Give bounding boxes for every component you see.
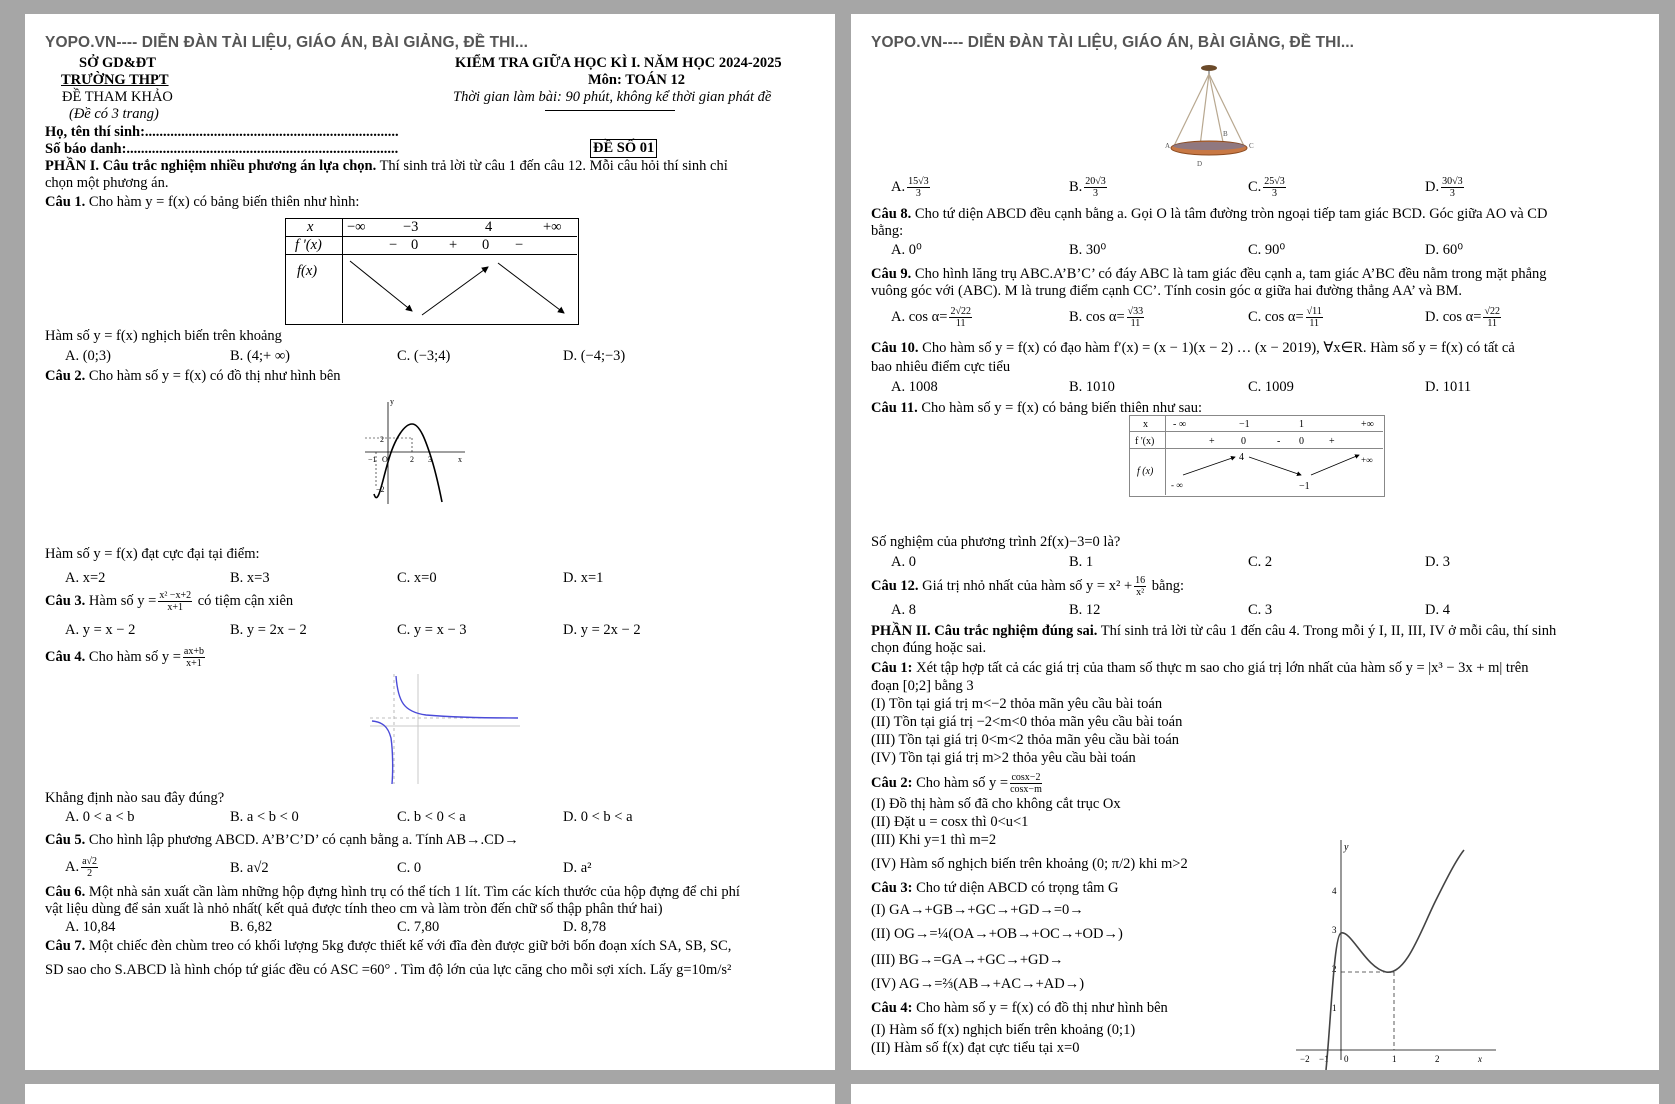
p2q4-item-1[interactable]: (I) Hàm số f(x) nghịch biến trên khoảng (0;1) xyxy=(871,1022,1136,1038)
q6-stem-2: vật liệu dùng để sản xuất là nhỏ nhất( kết quả được tính theo cm và làm tròn đến chữ số thập phân thứ hai) xyxy=(45,901,663,917)
p2q2-stem: Câu 2: Cho hàm số y = $\frac{\cos x-2}{\cos x-m}$ xyxy=(871,772,1042,795)
q5-stem: Câu 5. Cho hình lập phương ABCD. A’B’C’D’ có cạnh bằng a. Tính AB→.CD→ xyxy=(45,832,519,848)
q6-option-a[interactable]: A. 10,84 xyxy=(65,919,116,935)
svg-text:−1: −1 xyxy=(368,455,377,464)
q10-option-a[interactable]: A. 1008 xyxy=(891,379,938,395)
q7-option-d[interactable]: D. $\frac{30√3}{3}$ xyxy=(1425,176,1463,199)
q8-stem-2: bằng: xyxy=(871,223,904,239)
page-header: YOPO.VN---- DIỄN ĐÀN TÀI LIỆU, GIÁO ÁN, BÀI GIẢNG, ĐỀ THI... xyxy=(45,34,529,51)
svg-text:2: 2 xyxy=(1435,1054,1440,1064)
q8-option-b[interactable]: B. 30⁰ xyxy=(1069,242,1107,258)
q7-stem: Câu 7. Một chiếc đèn chùm treo có khối lượng 5kg được thiết kế với đĩa đèn được giữ bởi bốn đoạn xích SA, SB, SC, xyxy=(45,938,732,954)
q5-option-a[interactable]: A. $\frac{a√2}{2}$ xyxy=(65,856,98,879)
p2q4-graph xyxy=(1296,840,1496,1070)
svg-text:y: y xyxy=(1344,842,1349,853)
exam-time: Thời gian làm bài: 90 phút, không kể thời gian phát đề xyxy=(453,89,772,105)
svg-text:0: 0 xyxy=(1344,1054,1349,1064)
id-line: Số báo danh:........................................................................... xyxy=(45,141,399,157)
q3-option-b[interactable]: B. y = 2x − 2 xyxy=(230,622,307,638)
q1-ask: Hàm số y = f(x) nghịch biến trên khoảng xyxy=(45,328,282,344)
p2q3-stem: Câu 3: Cho tứ diện ABCD có trọng tâm G xyxy=(871,880,1119,896)
q9-stem: Câu 9. Cho hình lăng trụ ABC.A’B’C’ có đáy ABC là tam giác đều cạnh a, tam giác A’BC đều nằm trong mặt phẳng xyxy=(871,266,1547,282)
right-page xyxy=(851,14,1659,1070)
q1-arrows xyxy=(342,255,577,323)
q8-option-a[interactable]: A. 0⁰ xyxy=(891,242,922,258)
q12-option-c[interactable]: C. 3 xyxy=(1248,602,1273,618)
p2q1-stem: Câu 1: Xét tập hợp tất cả các giá trị của tham số thực m sao cho giá trị lớn nhất của hàm số y = |x³ − 3x + m| trên xyxy=(871,660,1529,676)
svg-text:C: C xyxy=(1249,142,1254,150)
p2q2-item-4[interactable]: (IV) Hàm số nghịch biến trên khoảng (0; π/2) khi m>2 xyxy=(871,856,1188,872)
p2q2-item-2[interactable]: (II) Đặt u = cosx thì 0<u<1 xyxy=(871,814,1029,830)
svg-text:−2: −2 xyxy=(1300,1054,1310,1064)
p2q3-item-4[interactable]: (IV) AG→=⅔(AB→+AC→+AD→) xyxy=(871,976,1085,992)
left-page xyxy=(25,14,835,1070)
svg-text:2: 2 xyxy=(410,455,414,464)
q4-option-b[interactable]: B. a < b < 0 xyxy=(230,809,299,825)
svg-text:1: 1 xyxy=(1392,1054,1397,1064)
q6-option-b[interactable]: B. 6,82 xyxy=(230,919,273,935)
q8-option-d[interactable]: D. 60⁰ xyxy=(1425,242,1464,258)
p2q3-item-1[interactable]: (I) GA→+GB→+GC→+GD→=0→ xyxy=(871,902,1084,918)
q9-option-b[interactable]: B. cos α= $\frac{√33}{11}$ xyxy=(1069,306,1144,329)
q6-option-d[interactable]: D. 8,78 xyxy=(563,919,607,935)
part1-heading: PHẦN I. Câu trắc nghiệm nhiều phương án lựa chọn. Thí sinh trả lời từ câu 1 đến câu 12. Mỗi câu hỏi thí sinh chỉ xyxy=(45,158,728,174)
q4-ask: Khẳng định nào sau đây đúng? xyxy=(45,790,225,806)
q10-option-c[interactable]: C. 1009 xyxy=(1248,379,1294,395)
svg-text:3: 3 xyxy=(1332,925,1337,935)
q11-option-c[interactable]: C. 2 xyxy=(1248,554,1273,570)
q8-option-c[interactable]: C. 90⁰ xyxy=(1248,242,1286,258)
org-2: TRƯỜNG THPT xyxy=(61,72,169,88)
q1-option-d[interactable]: D. (−4;−3) xyxy=(563,348,626,364)
q12-option-b[interactable]: B. 12 xyxy=(1069,602,1101,618)
svg-text:y: y xyxy=(390,397,394,406)
q2-ask: Hàm số y = f(x) đạt cực đại tại điểm: xyxy=(45,546,260,562)
q2-option-c[interactable]: C. x=0 xyxy=(397,570,437,586)
chandelier-figure xyxy=(1151,62,1271,172)
svg-text:O: O xyxy=(382,455,388,464)
svg-text:x: x xyxy=(458,455,462,464)
q7-stem-2: SD sao cho S.ABCD là hình chóp tứ giác đều có ASC =60° . Tìm độ lớn của lực căng cho mỗi sợi xích. Lấy g=10m/s² xyxy=(45,962,732,978)
q2-option-d[interactable]: D. x=1 xyxy=(563,570,604,586)
q10-stem-2: bao nhiêu điểm cực tiểu xyxy=(871,359,1011,375)
svg-text:2: 2 xyxy=(1332,964,1337,974)
p2q3-item-2[interactable]: (II) OG→=¼(OA→+OB→+OC→+OD→) xyxy=(871,926,1123,942)
svg-text:A: A xyxy=(1165,142,1171,150)
q4-option-a[interactable]: A. 0 < a < b xyxy=(65,809,135,825)
q4-option-c[interactable]: C. b < 0 < a xyxy=(397,809,466,825)
svg-text:−2: −2 xyxy=(376,485,385,494)
exam-code: ĐỀ SỐ 01 xyxy=(590,139,657,158)
p2q1-item-4[interactable]: (IV) Tồn tại giá trị m>2 thỏa yêu cầu bài toán xyxy=(871,750,1136,766)
pages-note: (Đề có 3 trang) xyxy=(69,106,159,122)
exam-subject: Môn: TOÁN 12 xyxy=(588,72,685,88)
org-1: SỞ GD&ĐT xyxy=(79,55,156,71)
q11-option-b[interactable]: B. 1 xyxy=(1069,554,1094,570)
q12-stem: Câu 12. Giá trị nhỏ nhất của hàm số y = x² + $\frac{16}{\text{x²}}$ bằng: xyxy=(871,575,1184,598)
q1-option-a[interactable]: A. (0;3) xyxy=(65,348,111,364)
q10-stem: Câu 10. Cho hàm số y = f(x) có đạo hàm f′(x) = (x − 1)(x − 2) … (x − 2019), ∀x∈R. Hàm số y = f(x) có tất cả xyxy=(871,340,1515,356)
q3-option-a[interactable]: A. y = x − 2 xyxy=(65,622,136,638)
q5-option-c[interactable]: C. 0 xyxy=(397,860,422,876)
svg-text:4: 4 xyxy=(1332,886,1337,896)
q9-option-c[interactable]: C. cos α= $\frac{√11}{11}$ xyxy=(1248,306,1322,329)
svg-text:2: 2 xyxy=(380,435,384,444)
svg-text:D: D xyxy=(1197,160,1203,168)
part2-heading-2: chọn đúng hoặc sai. xyxy=(871,640,987,656)
p2q1-stem-2: đoạn [0;2] bằng 3 xyxy=(871,678,974,694)
q6-stem: Câu 6. Một nhà sản xuất cần làm những hộp đựng hình trụ có thể tích 1 lít. Tìm các kích thước của hộp đựng để chi phí xyxy=(45,884,740,900)
q1-variation-table: x −∞ −3 4 +∞ f '(x) − 0 + 0 − f(x) xyxy=(285,218,577,326)
q9-stem-2: vuông góc với (ABC). M là trung điểm cạnh CC’. Tính cosin góc α giữa hai đường thẳng AA’ và BM. xyxy=(871,283,1463,299)
q11-option-a[interactable]: A. 0 xyxy=(891,554,916,570)
q5-option-b[interactable]: B. a√2 xyxy=(230,860,269,876)
next-page-left xyxy=(25,1084,835,1104)
q10-option-d[interactable]: D. 1011 xyxy=(1425,379,1472,395)
p2q1-item-1[interactable]: (I) Tồn tại giá trị m<−2 thỏa mãn yêu cầu bài toán xyxy=(871,696,1163,712)
q7-option-b[interactable]: B. $\frac{20√3}{3}$ xyxy=(1069,176,1106,199)
svg-text:B: B xyxy=(1223,130,1228,138)
part2-heading: PHẦN II. Câu trắc nghiệm đúng sai. Thí sinh trả lời từ câu 1 đến câu 4. Trong mỗi ý I, II, III, IV ở mỗi câu, thí sinh xyxy=(871,623,1557,639)
q4-graph xyxy=(370,672,520,784)
svg-text:3: 3 xyxy=(428,455,432,464)
q1-option-b[interactable]: B. (4;+ ∞) xyxy=(230,348,290,364)
q8-stem: Câu 8. Cho tứ diện ABCD đều cạnh bằng a. Gọi O là tâm đường tròn ngoại tiếp tam giác BCD. Góc giữa AO và CD xyxy=(871,206,1548,222)
part1-heading-2: chọn một phương án. xyxy=(45,175,169,191)
exam-title: KIỂM TRA GIỮA HỌC KÌ I. NĂM HỌC 2024-2025 xyxy=(455,55,782,71)
q3-stem: Câu 3. Hàm số y = $\frac{\text{x² −x+2}}{x+1}$ có tiệm cận xiên xyxy=(45,590,294,613)
svg-text:−1: −1 xyxy=(1319,1054,1329,1064)
q4-stem: Câu 4. Cho hàm số y = $\frac{ax+b}{x+1}$ xyxy=(45,646,204,669)
q9-option-a[interactable]: A. cos α= $\frac{2√22}{11}$ xyxy=(891,306,971,329)
q3-option-c[interactable]: C. y = x − 3 xyxy=(397,622,467,638)
svg-text:1: 1 xyxy=(1332,1003,1337,1013)
divider xyxy=(545,110,675,111)
q1-stem: Câu 1. Cho hàm y = f(x) có bảng biến thiên như hình: xyxy=(45,194,360,210)
q2-stem: Câu 2. Cho hàm số y = f(x) có đồ thị như hình bên xyxy=(45,368,341,384)
q11-variation-table: x - ∞ −1 1 +∞ f '(x) + 0 - 0 + f (x) - ∞ 4 −1 +∞ xyxy=(1129,415,1383,497)
q11-option-d[interactable]: D. 3 xyxy=(1425,554,1450,570)
org-3: ĐỀ THAM KHẢO xyxy=(62,89,173,105)
next-page-right xyxy=(851,1084,1659,1104)
svg-text:x: x xyxy=(1478,1054,1482,1064)
q7-option-c[interactable]: C. $\frac{25√3}{3}$ xyxy=(1248,176,1285,199)
q10-option-b[interactable]: B. 1010 xyxy=(1069,379,1115,395)
p2q3-item-3[interactable]: (III) BG→=GA→+GC→+GD→ xyxy=(871,952,1064,968)
q3-option-d[interactable]: D. y = 2x − 2 xyxy=(563,622,641,638)
q2-option-a[interactable]: A. x=2 xyxy=(65,570,106,586)
p2q4-item-2[interactable]: (II) Hàm số f(x) đạt cực tiểu tại x=0 xyxy=(871,1040,1080,1056)
q6-option-c[interactable]: C. 7,80 xyxy=(397,919,440,935)
q2-option-b[interactable]: B. x=3 xyxy=(230,570,270,586)
q11-ask: Số nghiệm của phương trình 2f(x)−3=0 là? xyxy=(871,534,1121,550)
q5-option-d[interactable]: D. a² xyxy=(563,860,592,876)
q12-option-a[interactable]: A. 8 xyxy=(891,602,916,618)
q1-option-c[interactable]: C. (−3;4) xyxy=(397,348,451,364)
q9-option-d[interactable]: D. cos α= $\frac{√22}{11}$ xyxy=(1425,306,1500,329)
q11-stem: Câu 11. Cho hàm số y = f(x) có bảng biến thiên như sau: xyxy=(871,400,1202,416)
q4-option-d[interactable]: D. 0 < b < a xyxy=(563,809,633,825)
name-line: Họ, tên thí sinh:...................................................................... xyxy=(45,124,399,140)
p2q1-item-2[interactable]: (II) Tồn tại giá trị −2<m<0 thỏa mãn yêu cầu bài toán xyxy=(871,714,1183,730)
p2q1-item-3[interactable]: (III) Tồn tại giá trị 0<m<2 thỏa mãn yêu cầu bài toán xyxy=(871,732,1180,748)
q12-option-d[interactable]: D. 4 xyxy=(1425,602,1450,618)
q7-option-a[interactable]: A. $\frac{15√3}{3}$ xyxy=(891,176,929,199)
p2q2-item-3[interactable]: (III) Khi y=1 thì m=2 xyxy=(871,832,997,848)
q2-graph xyxy=(360,392,470,512)
p2q4-stem: Câu 4: Cho hàm số y = f(x) có đồ thị như hình bên xyxy=(871,1000,1168,1016)
page-header-right: YOPO.VN---- DIỄN ĐÀN TÀI LIỆU, GIÁO ÁN, BÀI GIẢNG, ĐỀ THI... xyxy=(871,34,1355,51)
p2q2-item-1[interactable]: (I) Đồ thị hàm số đã cho không cắt trục Ox xyxy=(871,796,1121,812)
